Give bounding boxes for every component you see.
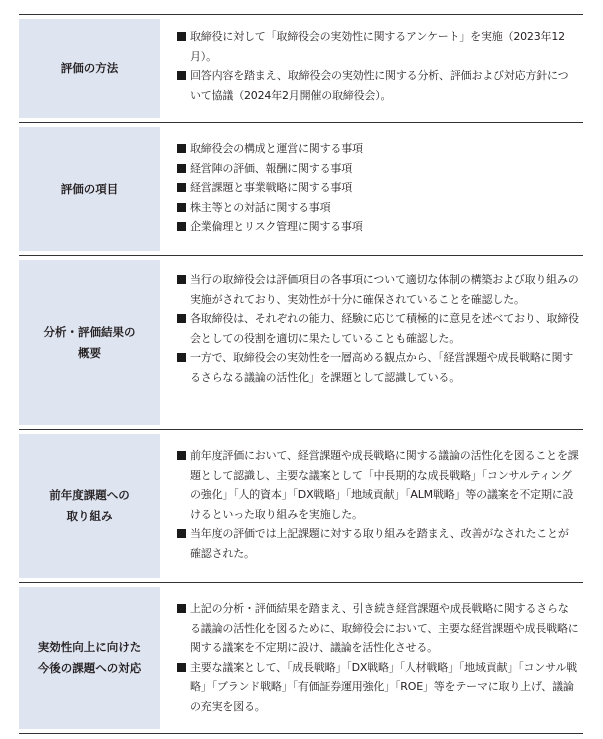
row-content [160,19,583,118]
row-label: 実効性向上に向けた 今後の課題への対応 [19,587,160,729]
list-item: 一方で、取締役会の実効性を一層高める観点から、「経営課題や成長戦略に関するさらなる議論の活性化」を課題として認識している。 [177,348,579,387]
list-item: 企業倫理とリスク管理に関する事項 [177,217,579,237]
row-previous-year-tasks [19,429,583,582]
list-item: 株主等との対話に関する事項 [177,198,579,218]
row-evaluation-items [19,122,583,255]
list-item: 各取締役は、それぞれの能力、経験に応じて積極的に意見を述べており、取締役会としての役割を適切に果たしていることも確認した。 [177,309,579,348]
row-label: 分析・評価結果の 概要 [19,260,160,425]
list-item: 回答内容を踏まえ、取締役会の実効性に関する分析、評価および対応方針について協議（2024年2月開催の取締役会）。 [177,66,579,105]
row-future-tasks [19,582,583,734]
row-label: 前年度課題への 取り組み [19,434,160,578]
list-item: 取締役会の構成と運営に関する事項 [177,139,579,159]
list-item: 当年度の評価では上記課題に対する取り組みを踏まえ、改善がなされたことが確認された。 [177,524,579,563]
list-item: 主要な議案として、「成長戦略」「DX戦略」「人材戦略」「地域貢献」「コンサル戦略」「ブランド戦略」「有価証券運用強化」「ROE」等をテーマに取り上げ、議論の充実を図る。 [177,658,579,717]
list-item: 取締役に対して「取締役会の実効性に関するアンケート」を実施（2023年12月）。 [177,27,579,66]
row-content [160,127,583,251]
row-analysis-summary [19,255,583,429]
row-label: 評価の項目 [19,127,160,251]
list-item: 経営陣の評価、報酬に関する事項 [177,159,579,179]
row-content [160,587,583,729]
list-item: 経営課題と事業戦略に関する事項 [177,178,579,198]
row-label: 評価の方法 [19,19,160,118]
list-item: 当行の取締役会は評価項目の各事項について適切な体制の構築および取り組みの実施がされており、実効性が十分に確保されていることを確認した。 [177,270,579,309]
row-content [160,260,583,425]
row-evaluation-method [19,14,583,122]
list-item: 上記の分析・評価結果を踏まえ、引き続き経営課題や成長戦略に関するさらなる議論の活性化を図るために、取締役会において、主要な経営課題や成長戦略に関する議案を不定期に設け、議論を活性化させる。 [177,599,579,658]
row-content [160,434,583,578]
list-item: 前年度評価において、経営課題や成長戦略に関する議論の活性化を図ることを課題として認識し、主要な議案として「中長期的な成長戦略」「コンサルティングの強化」「人的資本」「DX戦略」「地域貢献」「ALM戦略」等の議案を不定期に設けるといった取り組みを実施した。 [177,446,579,524]
evaluation-table [19,14,583,734]
